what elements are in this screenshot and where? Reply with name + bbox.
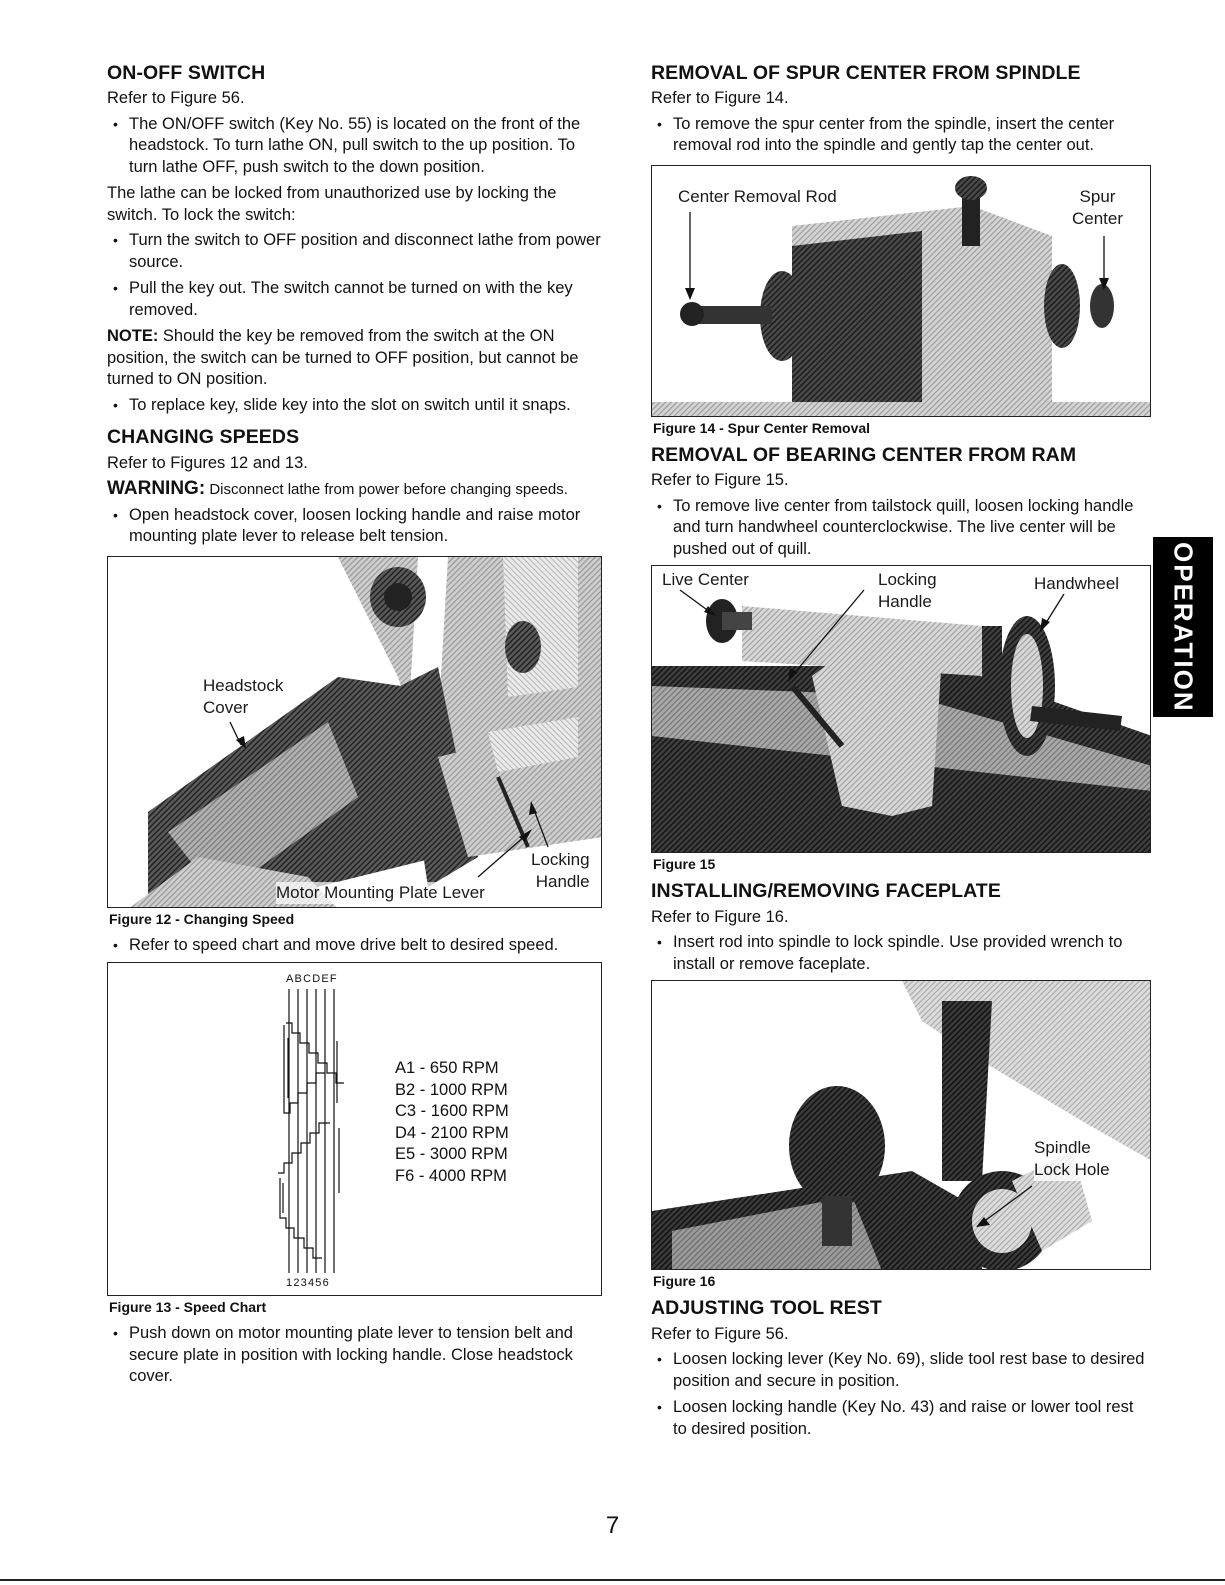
onoff-bullet-4: • To replace key, slide key into the slot on switch until it snaps. [107,395,602,417]
label-headstock-cover: Headstock Cover [203,675,284,717]
onoff-list-1 [107,114,602,179]
toolrest-ref: Refer to Figure 56. [651,1324,789,1343]
figure-16-caption: Figure 16 [653,1273,716,1290]
speeds-list [107,505,602,548]
onoff-note [107,326,602,391]
figure-13-caption: Figure 13 - Speed Chart [109,1299,267,1316]
rpm-list [395,1058,509,1187]
bearing-ref: Refer to Figure 15. [651,471,789,490]
figure-13 [107,962,602,1296]
right-column [651,62,1151,1445]
faceplate-heading: INSTALLING/REMOVING FACEPLATE [651,880,1001,903]
onoff-bullet-3: • Pull the key out. The switch cannot be turned on with the key removed. [107,278,602,321]
changing-speed-illustration [108,557,602,908]
rpm-item: A1 - 650 RPM [395,1059,499,1078]
onoff-heading: ON-OFF SWITCH [107,62,266,84]
onoff-ref: Refer to Figure 56. [107,89,245,108]
figure-12-caption: Figure 12 - Changing Speed [109,910,295,927]
spur-bullet-1: • To remove the spur center from the spindle, insert the center removal rod into the spindle and gently tap the center out. [651,114,1151,157]
rpm-item: D4 - 2100 RPM [395,1123,509,1142]
rpm-item: B2 - 1000 RPM [395,1080,508,1099]
note-text: Should the key be removed from the switch at the ON position, the switch can be turned to OFF position, but cannot be turned to ON position. [107,327,579,389]
side-tab-label: OPERATION [1168,541,1199,713]
rpm-item: C3 - 1600 RPM [395,1102,509,1121]
after13-bullet: • Push down on motor mounting plate lever to tension belt and secure plate in position with locking handle. Close headstock cover. [107,1323,602,1388]
toolrest-list [651,1349,1151,1440]
speed-chart-diagram [108,963,602,1296]
figure-14-caption: Figure 14 - Spur Center Removal [653,419,871,436]
belt-numbers: 123456 [286,1277,330,1290]
label-center-removal-rod: Center Removal Rod [678,186,837,206]
label-spur-center: Spur Center [1072,186,1124,228]
after12-bullet: • Refer to speed chart and move drive belt to desired speed. [107,935,602,957]
bearing-list [651,496,1151,561]
note-lead: NOTE: [107,327,159,346]
left-column [107,62,602,1393]
after12-list [107,935,602,957]
label-handwheel: Handwheel [1034,574,1120,594]
rpm-item: F6 - 4000 RPM [395,1166,507,1185]
label-locking-handle: Locking Handle [531,849,590,891]
operation-side-tab [1153,537,1213,717]
after13-list [107,1323,602,1388]
warning-lead: WARNING: [107,478,206,500]
bearing-heading: REMOVAL OF BEARING CENTER FROM RAM [651,443,1077,466]
figure-16 [651,980,1151,1270]
speeds-bullet-1: • Open headstock cover, loosen locking handle and raise motor mounting plate lever to release belt tension. [107,505,602,548]
faceplate-bullet-1: • Insert rod into spindle to lock spindle. Use provided wrench to install or remove faceplate. [651,932,1151,975]
figure-14 [651,165,1151,417]
onoff-list-3 [107,395,602,417]
bottom-rule [0,1579,1225,1581]
spur-heading: REMOVAL OF SPUR CENTER FROM SPINDLE [651,62,1081,84]
bearing-bullet-1: • To remove live center from tailstock quill, loosen locking handle and turn handwheel counterclockwise. The live center will be pushed out of quill. [651,496,1151,561]
speeds-heading: CHANGING SPEEDS [107,426,300,449]
label-motor-lever: Motor Mounting Plate Lever [276,882,485,902]
rpm-item: E5 - 3000 RPM [395,1145,508,1164]
onoff-para: The lathe can be locked from unauthorized use by locking the switch. To lock the switch: [107,184,557,224]
toolrest-bullet-1: • Loosen locking lever (Key No. 69), slide tool rest base to desired position and secure in position. [651,1349,1151,1392]
onoff-list-2 [107,230,602,321]
spur-ref: Refer to Figure 14. [651,89,789,108]
label-locking-handle-15: Locking Handle [878,570,937,612]
speeds-ref: Refer to Figures 12 and 13. [107,453,308,472]
belt-letters: ABCDEF [286,973,338,986]
faceplate-illustration [652,981,1151,1270]
warning-text: Disconnect lathe from power before changing speeds. [205,481,568,499]
onoff-bullet-2: • Turn the switch to OFF position and disconnect lathe from power source. [107,230,602,273]
label-live-center: Live Center [662,570,749,590]
figure-15 [651,565,1151,853]
toolrest-heading: ADJUSTING TOOL REST [651,1297,882,1320]
figure-12 [107,556,602,908]
faceplate-list [651,932,1151,975]
label-spindle-lock-hole: Spindle Lock Hole [1034,1138,1110,1180]
page-number: 7 [605,1512,620,1539]
toolrest-bullet-2: • Loosen locking handle (Key No. 43) and raise or lower tool rest to desired position. [651,1397,1151,1440]
spur-list [651,114,1151,157]
figure-15-caption: Figure 15 [653,856,716,873]
faceplate-ref: Refer to Figure 16. [651,907,789,926]
speeds-warning [107,478,602,501]
onoff-bullet-1: • The ON/OFF switch (Key No. 55) is located on the front of the headstock. To turn lathe ON, pull switch to the up position. To turn lathe OFF, push switch to the down position. [107,114,602,179]
